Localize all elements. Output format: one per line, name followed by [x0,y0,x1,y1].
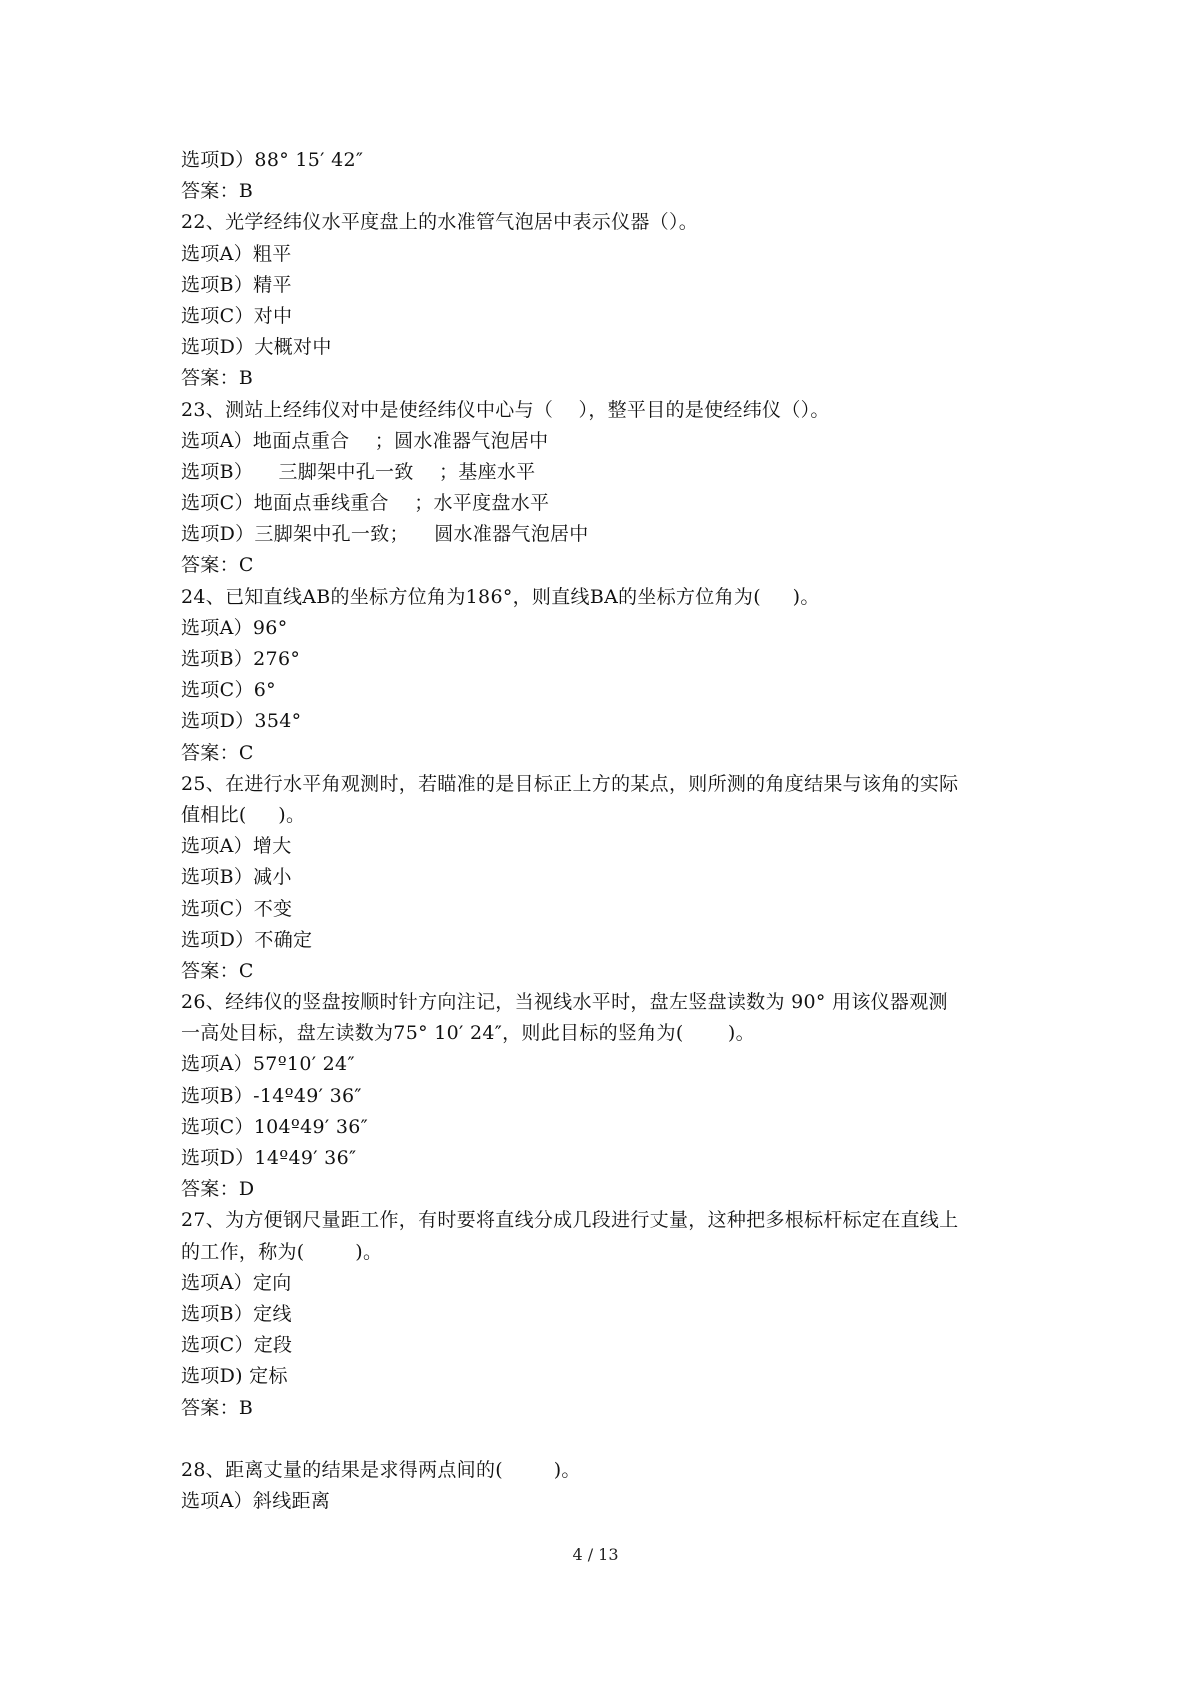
option-line: 选项D）354° [181,710,302,733]
question-line: 22、光学经纬仪水平度盘上的水准管气泡居中表示仪器（）。 [181,211,699,234]
answer-line: 答案：B [181,180,254,203]
option-line: 选项A）96° [181,616,288,639]
answer-line: 答案：B [181,367,254,390]
answer-line: 答案：C [181,554,254,577]
question-line: 23、测站上经纬仪对中是使经纬仪中心与（ ），整平目的是使经纬仪（）。 [181,398,830,421]
option-line: 选项D）不确定 [181,928,313,951]
blank-line [181,1424,1021,1455]
option-line: 选项C）对中 [181,304,293,327]
option-line: 选项C）不变 [181,897,293,920]
question-line: 26、经纬仪的竖盘按顺时针方向注记，当视线水平时，盘左竖盘读数为 90° 用该仪器观测 [181,991,948,1014]
option-line: 选项D）14º49′ 36″ [181,1147,357,1169]
option-line: 选项D）88° 15′ 42″ [181,149,364,171]
option-line: 选项B）定线 [181,1302,292,1325]
page-content [181,145,1021,1517]
option-line: 选项C）104º49′ 36″ [181,1115,369,1138]
option-line: 选项B）276° [181,648,301,670]
option-line: 选项D) 定标 [181,1365,288,1388]
option-line: 选项A）斜线距离 [181,1490,331,1513]
question-line: 24、已知直线AB的坐标方位角为186°，则直线BA的坐标方位角为( )。 [181,585,820,608]
question-line: 25、在进行水平角观测时，若瞄准的是目标正上方的某点，则所测的角度结果与该角的实际 [181,772,959,795]
option-line: 选项A）57º10′ 24″ [181,1053,355,1076]
option-line: 选项B）减小 [181,866,292,889]
option-line: 选项B） 三脚架中孔一致 ；基座水平 [181,460,536,483]
question-line: 28、距离丈量的结果是求得两点间的( )。 [181,1458,581,1481]
question-line: 27、为方便钢尺量距工作，有时要将直线分成几段进行丈量，这种把多根标杆标定在直线上 [181,1209,959,1232]
option-line: 选项A）定向 [181,1271,292,1294]
answer-line: 答案：D [181,1178,255,1201]
option-line: 选项C）地面点垂线重合 ；水平度盘水平 [181,492,550,515]
option-line: 选项B）精平 [181,273,292,296]
option-line: 选项D）大概对中 [181,336,332,359]
option-line: 选项A）地面点重合 ；圆水准器气泡居中 [181,429,549,452]
answer-line: 答案：C [181,959,254,982]
answer-line: 答案：B [181,1396,254,1419]
option-line: 选项D）三脚架中孔一致； 圆水准器气泡居中 [181,523,589,546]
option-line: 选项B）-14º49′ 36″ [181,1084,362,1107]
option-line: 选项C）6° [181,679,276,702]
option-line: 选项A）增大 [181,835,292,858]
question-line: 的工作，称为( )。 [181,1240,383,1263]
option-line: 选项A）粗平 [181,242,292,265]
page-number: 4 / 13 [572,1545,619,1564]
option-line: 选项C）定段 [181,1334,293,1357]
question-line: 一高处目标，盘左读数为75° 10′ 24″，则此目标的竖角为( )。 [181,1022,755,1045]
answer-line: 答案：C [181,741,254,764]
question-line: 值相比( )。 [181,803,306,826]
